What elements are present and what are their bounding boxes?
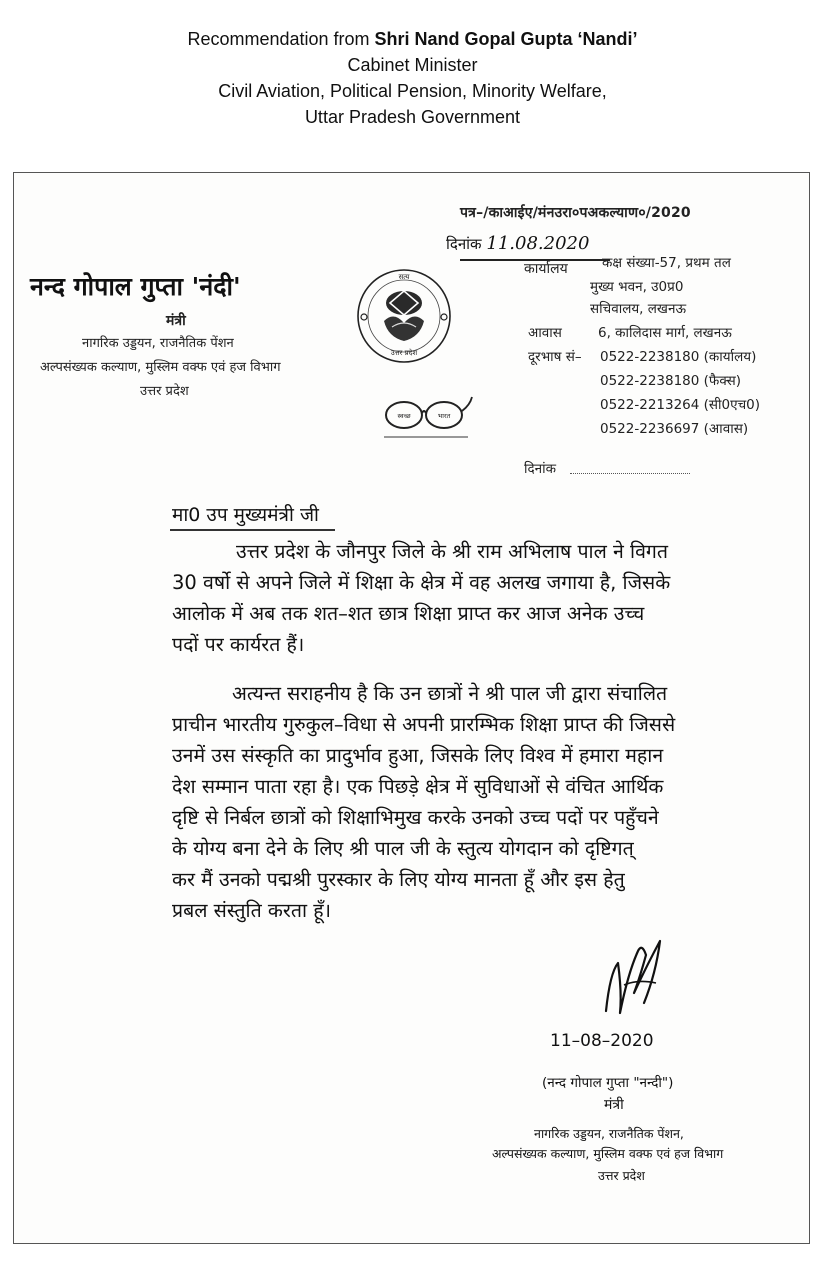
signatory-state: उत्तर प्रदेश	[598, 1168, 645, 1183]
minister-name-hindi: नन्द गोपाल गुप्ता 'नंदी'	[30, 272, 241, 301]
phone-residence: 0522-2236697 (आवास)	[600, 421, 749, 437]
office-address-line-3: सचिवालय, लखनऊ	[590, 301, 687, 317]
paragraph-2-line-8: प्रबल संस्तुति करता हूँ।	[172, 899, 331, 922]
emblem-top-text: सत्य	[398, 273, 410, 281]
phone-office: 0522-2238180 (कार्यालय)	[600, 349, 757, 365]
paragraph-2-line-3: उनमें उस संस्कृति का प्रादुर्भाव हुआ, जिसके लिए विश्व में हमारा महान	[172, 744, 664, 767]
signatory-portfolio-2: अल्पसंख्यक कल्याण, मुस्लिम वक्फ एवं हज विभाग	[492, 1146, 724, 1161]
caption-minister-name: Shri Nand Gopal Gupta ‘Nandi’	[374, 29, 638, 49]
portfolio-line-1: नागरिक उड्डयन, राजनैतिक पेंशन	[82, 336, 234, 351]
date-label: दिनांक	[446, 235, 482, 253]
emblem-bottom-text: उत्तर प्रदेश	[390, 349, 418, 357]
salutation: मा0 उप मुख्यमंत्री जी	[172, 504, 319, 526]
paragraph-2-line-6: के योग्य बना देने के लिए श्री पाल जी के स्तुत्य योगदान को दृष्टिगत्	[172, 837, 634, 860]
bharat-text: भारत	[437, 412, 451, 420]
phone-label: दूरभाष सं–	[528, 349, 582, 365]
paragraph-2-line-5: दृष्टि से निर्बल छात्रों को शिक्षाभिमुख करके उनको उच्च पदों पर पहुँचने	[172, 806, 659, 829]
caption-line-1: Recommendation from Shri Nand Gopal Gupta ‘Nandi’	[187, 29, 638, 49]
dinank-label: दिनांक	[524, 461, 557, 477]
office-label: कार्यालय	[524, 261, 568, 277]
salutation-underline	[170, 529, 335, 531]
paragraph-2-line-1: अत्यन्त सराहनीय है कि उन छात्रों ने श्री पाल जी द्वारा संचालित	[232, 682, 668, 705]
phone-fax: 0522-2238180 (फैक्स)	[600, 373, 741, 389]
office-address-line-2: मुख्य भवन, उ0प्र0	[590, 279, 684, 295]
office-address-line-1: कक्ष संख्या-57, प्रथम तल	[602, 255, 731, 271]
handwritten-signature	[598, 933, 668, 1023]
portfolio-line-2: अल्पसंख्यक कल्याण, मुस्लिम वक्फ एवं हज विभाग	[40, 360, 281, 375]
signatory-portfolio-1: नागरिक उड्डयन, राजनैतिक पेंशन,	[534, 1126, 684, 1141]
signatory-name: (नन्द गोपाल गुप्ता "नन्दी")	[542, 1075, 674, 1091]
paragraph-1-line-3: आलोक में अब तक शत–शत छात्र शिक्षा प्राप्त कर आज अनेक उच्च	[172, 602, 645, 625]
swachh-text: स्वच्छ	[397, 412, 411, 420]
state-name: उत्तर प्रदेश	[140, 384, 189, 399]
residence-label: आवास	[528, 325, 562, 341]
paragraph-2-line-7: कर मैं उनको पद्मश्री पुरस्कार के लिए योग्य मानता हूँ और इस हेतु	[172, 868, 625, 891]
swachh-bharat-logo	[378, 393, 474, 441]
reference-number: पत्र–/काआईए/मंनउरा०पअकल्याण०/2020	[460, 205, 691, 221]
caption-line-3: Civil Aviation, Political Pension, Minority Welfare,	[218, 81, 607, 101]
caption-line-4: Uttar Pradesh Government	[304, 107, 521, 127]
paragraph-1-line-1: उत्तर प्रदेश के जौनपुर जिले के श्री राम अभिलाष पाल ने विगत	[236, 540, 669, 563]
phone-camp: 0522-2213264 (सी0एच0)	[600, 397, 761, 413]
signature-date: 11–08–2020	[550, 1031, 654, 1051]
date-value: 11.08.2020	[486, 233, 590, 254]
letter-date	[446, 233, 589, 254]
paragraph-2-line-4: देश सम्मान पाता रहा है। एक पिछड़े क्षेत्र में सुविधाओं से वंचित आर्थिक	[172, 775, 664, 798]
recommendation-caption	[0, 26, 825, 130]
paragraph-1-line-4: पदों पर कार्यरत हैं।	[172, 633, 305, 656]
caption-line-2: Cabinet Minister	[347, 55, 478, 75]
paragraph-2-line-2: प्राचीन भारतीय गुरुकुल–विधा से अपनी प्रारम्भिक शिक्षा प्राप्त की जिससे	[172, 713, 676, 736]
minister-designation: मंत्री	[166, 313, 186, 329]
uttar-pradesh-emblem	[354, 261, 454, 371]
dinank-dotted-line	[570, 473, 690, 474]
residence-address: 6, कालिदास मार्ग, लखनऊ	[598, 325, 732, 341]
paragraph-1-line-2: 30 वर्षो से अपने जिले में शिक्षा के क्षेत्र में वह अलख जगाया है, जिसके	[172, 571, 671, 594]
signatory-designation: मंत्री	[604, 1097, 624, 1113]
scanned-letter	[13, 172, 810, 1244]
